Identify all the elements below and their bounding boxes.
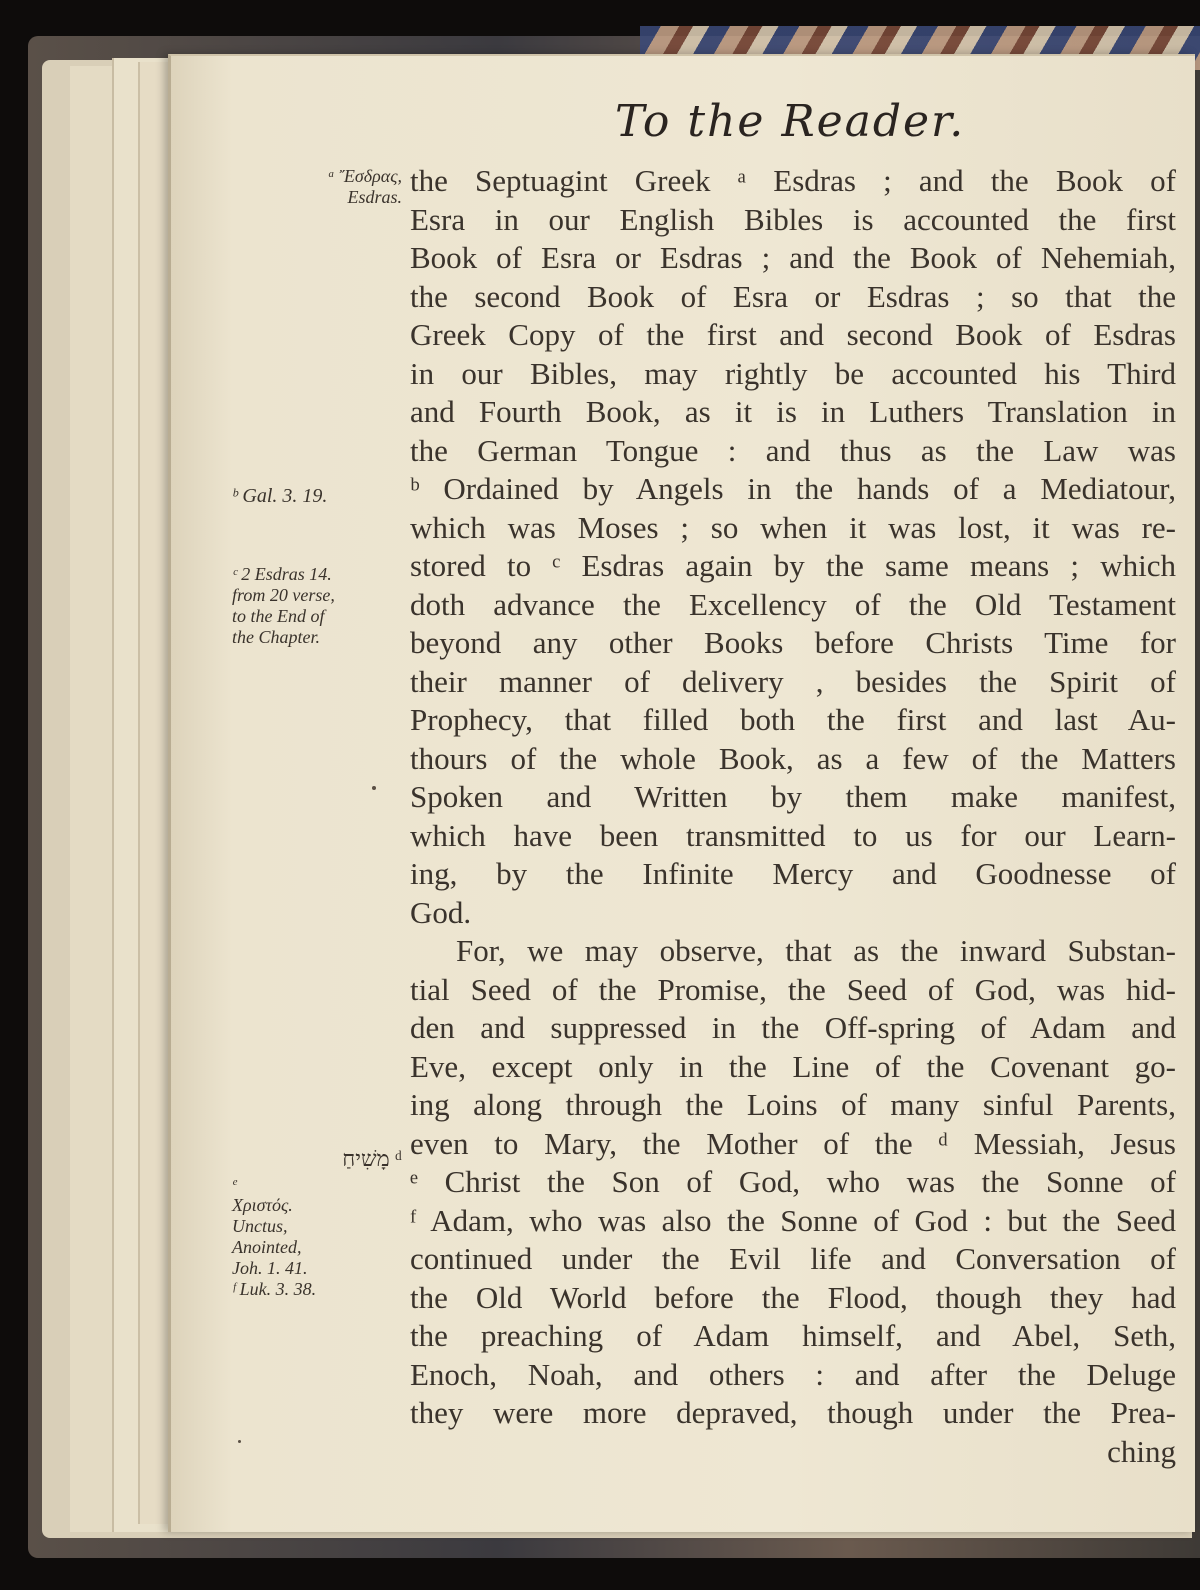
margin-note-line: ᶠ Luk. 3. 38.: [232, 1279, 317, 1299]
text-line: the Septuagint Greek ᵃ Esdras ; and the Book of: [410, 163, 1176, 198]
margin-note-e: [232, 1174, 382, 1300]
margin-note-line: the Chapter.: [232, 627, 320, 647]
margin-note-c: [232, 564, 402, 648]
body-text: [410, 162, 1176, 1471]
text-line: Prophecy, that filled both the first and last Au-: [410, 702, 1176, 737]
ink-speck: [238, 1440, 241, 1443]
text-line: Book of Esra or Esdras ; and the Book of Nehemiah,: [410, 240, 1176, 275]
text-line: stored to ᶜ Esdras again by the same means ; which: [410, 548, 1176, 583]
text-line: their manner of delivery , besides the Spirit of: [410, 663, 1176, 699]
text-line: Greek Copy of the first and second Book of Esdras: [410, 317, 1176, 352]
margin-note-line: Unctus,: [232, 1216, 288, 1236]
text-line: ᵇ Ordained by Angels in the hands of a Mediatour,: [410, 471, 1176, 506]
text-line: den and suppressed in the Off-spring of Adam and: [410, 1010, 1176, 1045]
text-line: ing, by the Infinite Mercy and Goodnesse of: [410, 856, 1176, 891]
catchword: ching: [1107, 1433, 1176, 1469]
text-line: the Old World before the Flood, though they had: [410, 1279, 1176, 1315]
text-line: Spoken and Written by them make manifest,: [410, 779, 1176, 814]
page-heading: To the Reader.: [615, 96, 966, 147]
text-line: the second Book of Esra or Esdras ; so that the: [410, 278, 1176, 314]
text-line: God.: [410, 894, 472, 930]
text-line: doth advance the Excellency of the Old Testament: [410, 586, 1176, 622]
margin-note-line: Joh. 1. 41.: [232, 1258, 308, 1278]
text-line: the German Tongue : and thus as the Law was: [410, 432, 1176, 468]
text-line: For, we may observe, that as the inward Substan-: [456, 933, 1176, 968]
text-line: continued under the Evil life and Conversation of: [410, 1241, 1176, 1276]
text-line: even to Mary, the Mother of the ᵈ Messiah, Jesus: [410, 1125, 1176, 1161]
text-line: tial Seed of the Promise, the Seed of God, was hid-: [410, 971, 1176, 1007]
margin-note-a: [232, 166, 402, 208]
text-line: ing along through the Loins of many sinful Parents,: [410, 1087, 1176, 1122]
margin-note-b: [232, 486, 402, 507]
margin-note-line: Χριστός.: [232, 1195, 293, 1215]
margin-note-line: ᶜ 2 Esdras 14.: [232, 564, 332, 584]
text-line: thours of the whole Book, as a few of the Matters: [410, 740, 1176, 776]
margin-note-line: Anointed,: [232, 1237, 302, 1257]
text-line: Eve, except only in the Line of the Covenant go-: [410, 1048, 1176, 1084]
text-line: they were more depraved, though under the Prea-: [410, 1395, 1176, 1430]
text-line: ᵉ Christ the Son of God, who was the Sonne of: [410, 1164, 1176, 1199]
text-line: ᶠ Adam, who was also the Sonne of God : but the Seed: [410, 1202, 1176, 1238]
margin-note-line: מָשִׁיחַ ᵈ: [342, 1146, 402, 1171]
margin-note-line: ᵉ: [232, 1174, 237, 1194]
text-line: Enoch, Noah, and others : and after the Deluge: [410, 1356, 1176, 1392]
text-line: the preaching of Adam himself, and Abel, Seth,: [410, 1318, 1176, 1353]
margin-note-line: from 20 verse,: [232, 585, 335, 605]
margin-note-line: to the End of: [232, 606, 325, 626]
ink-speck: [372, 786, 376, 790]
text-line: and Fourth Book, as it is in Luthers Translation in: [410, 394, 1176, 429]
text-line: in our Bibles, may rightly be accounted his Third: [410, 355, 1176, 391]
margin-note-line: ᵇ Gal. 3. 19.: [232, 485, 328, 507]
text-line: which was Moses ; so when it was lost, it was re-: [410, 509, 1176, 545]
margin-note-line: Esdras.: [347, 187, 402, 207]
margin-note-line: ᵃ Ἔσδρας,: [327, 166, 402, 186]
text-line: Esra in our English Bibles is accounted the first: [410, 201, 1176, 237]
text-line: beyond any other Books before Christs Time for: [410, 625, 1176, 660]
margin-note-d: [232, 1148, 402, 1169]
text-line: which have been transmitted to us for our Learn-: [410, 817, 1176, 853]
